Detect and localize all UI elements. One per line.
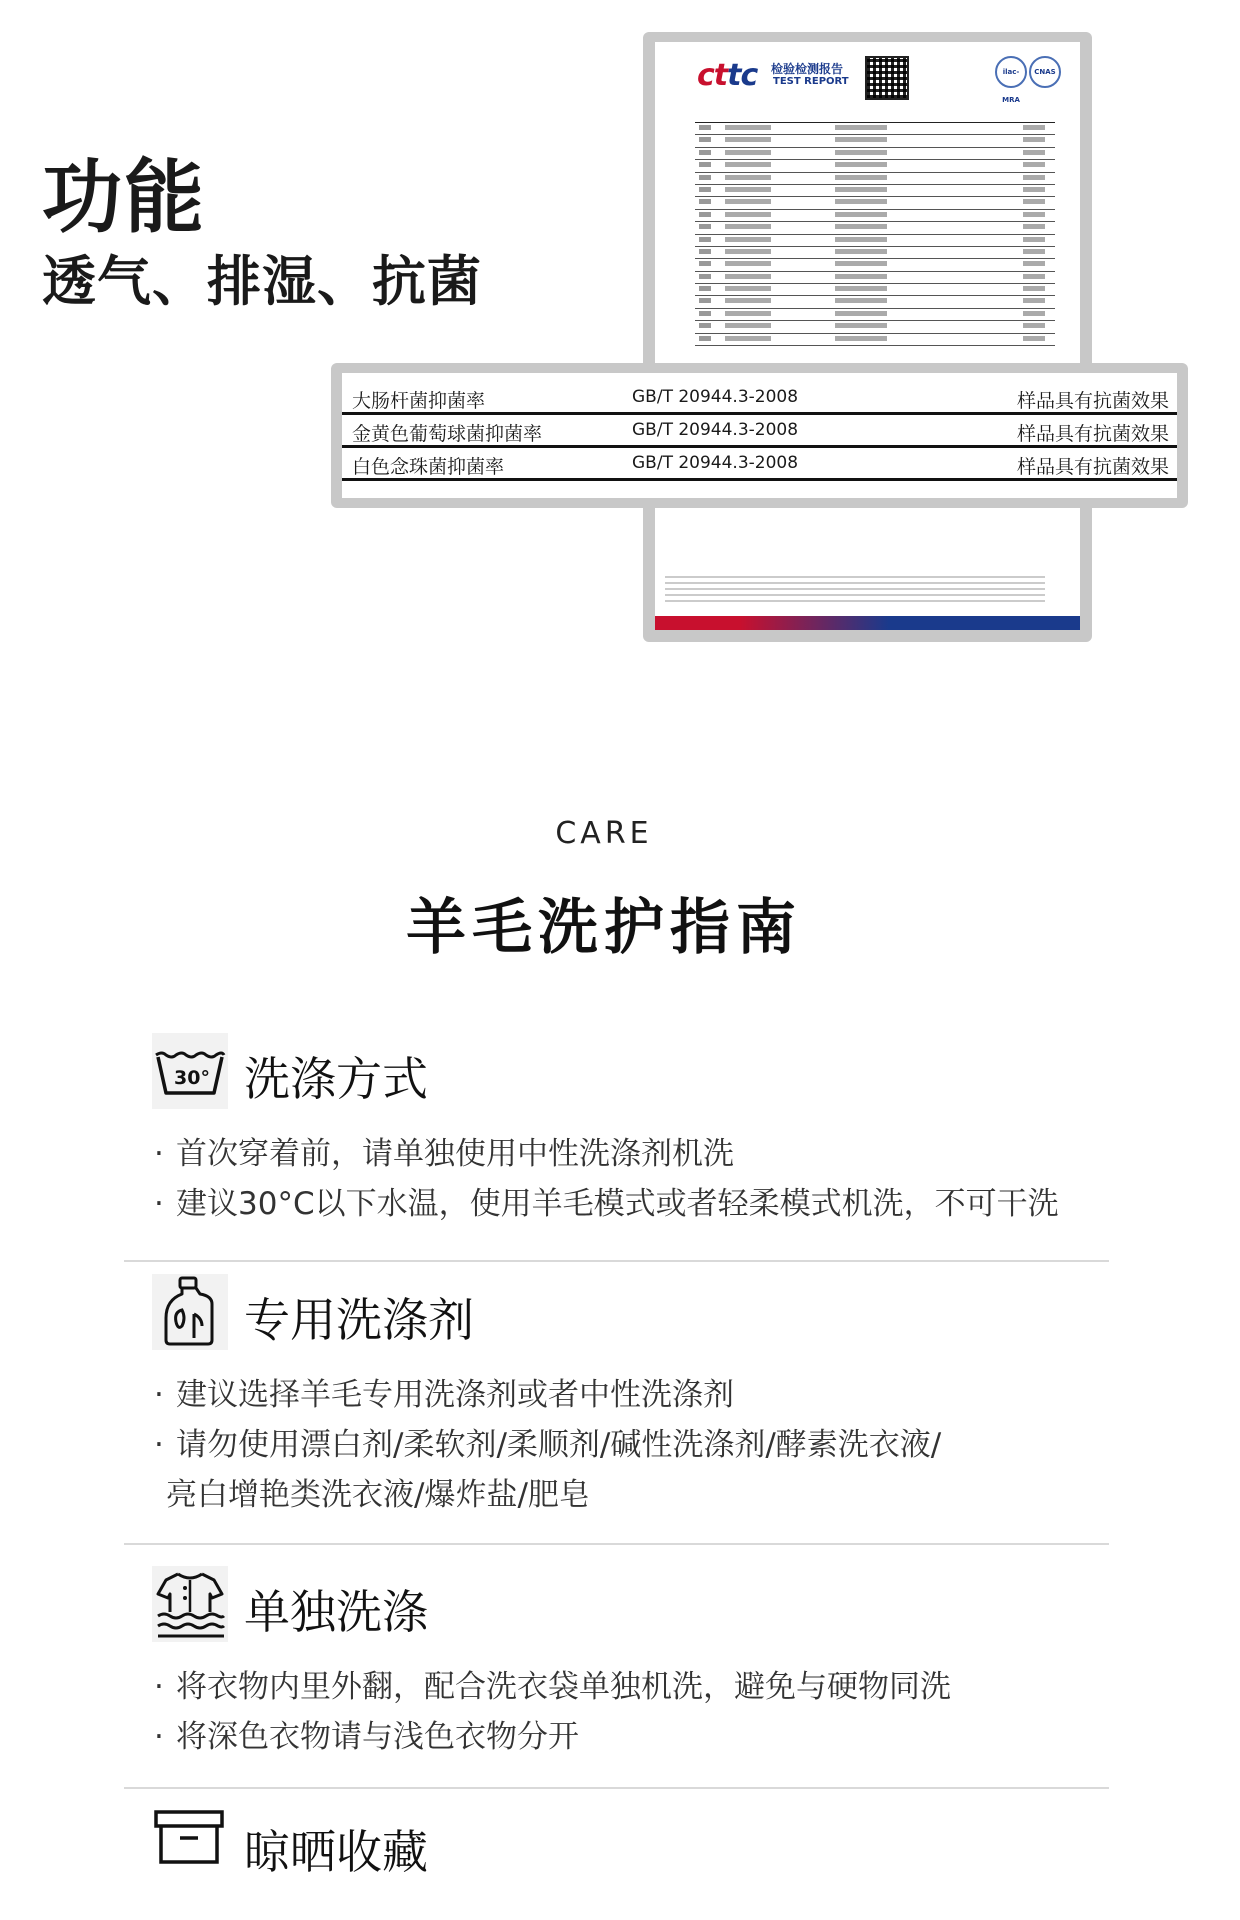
feature-title: 功能 bbox=[42, 151, 206, 244]
zoom-row-item: 金黄色葡萄球菌抑菌率 bbox=[352, 423, 543, 445]
care-list-item: · 将衣物内里外翻，配合洗衣袋单独机洗，避免与硬物同洗 bbox=[154, 1669, 951, 1705]
care-list-item: · 将深色衣物请与浅色衣物分开 bbox=[154, 1719, 579, 1755]
ilac-badge-icon: ilac-MRA bbox=[995, 56, 1027, 88]
report-footer-bar bbox=[655, 616, 1080, 630]
qr-code-icon bbox=[865, 56, 909, 100]
care-section-title: 晾晒收藏 bbox=[244, 1825, 428, 1879]
care-list-item: · 建议30°C以下水温，使用羊毛模式或者轻柔模式机洗，不可干洗 bbox=[154, 1186, 1059, 1222]
care-section-drying-storage bbox=[124, 1806, 1109, 1906]
report-table bbox=[695, 122, 1055, 346]
zoom-callout bbox=[331, 363, 1188, 508]
care-section-detergent bbox=[124, 1274, 1109, 1514]
svg-text:30°: 30° bbox=[174, 1067, 210, 1089]
care-item-text: 建议30°C以下水温，使用羊毛模式或者轻柔模式机洗，不可干洗 bbox=[176, 1186, 1059, 1222]
report-table-row bbox=[695, 185, 1055, 197]
care-section-title: 专用洗涤剂 bbox=[244, 1293, 474, 1347]
zoom-row-item: 白色念珠菌抑菌率 bbox=[352, 456, 505, 478]
detergent-bottle-icon bbox=[152, 1274, 228, 1350]
report-table-row bbox=[695, 210, 1055, 222]
zoom-row bbox=[342, 380, 1177, 415]
report-table-row bbox=[695, 197, 1055, 209]
care-section-separate-wash bbox=[124, 1566, 1109, 1766]
care-heading-cn: 羊毛洗护指南 bbox=[406, 893, 802, 963]
care-heading-en: CARE bbox=[555, 816, 653, 851]
care-section-title: 单独洗涤 bbox=[244, 1585, 428, 1639]
report-table-row bbox=[695, 334, 1055, 346]
report-table-row bbox=[695, 296, 1055, 308]
report-table-row bbox=[695, 309, 1055, 321]
zoom-row-result: 样品具有抗菌效果 bbox=[1016, 423, 1169, 445]
report-table-row bbox=[695, 259, 1055, 271]
report-table-row bbox=[695, 173, 1055, 185]
report-table-row bbox=[695, 284, 1055, 296]
storage-box-icon bbox=[152, 1806, 228, 1882]
report-table-row bbox=[695, 160, 1055, 172]
section-divider bbox=[124, 1260, 1109, 1262]
feature-subtitle: 透气、排湿、抗菌 bbox=[42, 250, 482, 313]
wash-30-icon bbox=[152, 1033, 228, 1109]
care-list-item: · 建议选择羊毛专用洗涤剂或者中性洗涤剂 bbox=[154, 1377, 734, 1413]
care-list-item: · 请勿使用漂白剂/柔软剂/柔顺剂/碱性洗涤剂/酵素洗衣液/ 亮白增艳类洗衣液/爆炸盐/肥皂 bbox=[154, 1420, 941, 1520]
zoom-row bbox=[342, 413, 1177, 448]
report-table-row bbox=[695, 148, 1055, 160]
zoom-row-item: 大肠杆菌抑菌率 bbox=[352, 390, 486, 412]
section-divider bbox=[124, 1787, 1109, 1789]
cnas-badge-icon: CNAS bbox=[1029, 56, 1061, 88]
report-header-en: TEST REPORT bbox=[773, 76, 849, 87]
care-item-text: 将衣物内里外翻，配合洗衣袋单独机洗，避免与硬物同洗 bbox=[176, 1669, 951, 1705]
report-header-cn: 检验检测报告 bbox=[771, 62, 844, 76]
care-list-item: · 首次穿着前，请单独使用中性洗涤剂机洗 bbox=[154, 1136, 734, 1172]
shirt-wash-icon bbox=[152, 1566, 228, 1642]
section-divider bbox=[124, 1543, 1109, 1545]
logo-part-1: ct bbox=[697, 58, 728, 93]
care-item-continuation: 亮白增艳类洗衣液/爆炸盐/肥皂 bbox=[166, 1477, 590, 1513]
zoom-row bbox=[342, 446, 1177, 481]
care-item-text: 将深色衣物请与浅色衣物分开 bbox=[176, 1719, 579, 1755]
zoom-callout-inner bbox=[342, 373, 1177, 498]
care-item-text: 首次穿着前，请单独使用中性洗涤剂机洗 bbox=[176, 1136, 734, 1172]
report-table-row bbox=[695, 235, 1055, 247]
care-section-washing bbox=[124, 1033, 1109, 1233]
report-table-row bbox=[695, 123, 1055, 135]
zoom-row-result: 样品具有抗菌效果 bbox=[1016, 456, 1169, 478]
report-table-row bbox=[695, 272, 1055, 284]
care-list bbox=[154, 1129, 1059, 1229]
report-table-row bbox=[695, 222, 1055, 234]
report-footer-text bbox=[665, 572, 1045, 602]
report-table-row bbox=[695, 135, 1055, 147]
zoom-row-standard: GB/T 20944.3-2008 bbox=[632, 387, 799, 407]
logo-part-2: tc bbox=[727, 58, 758, 93]
zoom-row-result: 样品具有抗菌效果 bbox=[1016, 390, 1169, 412]
care-item-text: 建议选择羊毛专用洗涤剂或者中性洗涤剂 bbox=[176, 1377, 734, 1413]
care-list bbox=[154, 1662, 951, 1762]
cttc-logo bbox=[697, 58, 757, 93]
care-list bbox=[154, 1370, 941, 1520]
report-table-row bbox=[695, 321, 1055, 333]
report-table-row bbox=[695, 247, 1055, 259]
zoom-row-standard: GB/T 20944.3-2008 bbox=[632, 420, 799, 440]
care-section-title: 洗涤方式 bbox=[244, 1052, 428, 1106]
care-item-text: 请勿使用漂白剂/柔软剂/柔顺剂/碱性洗涤剂/酵素洗衣液/ bbox=[176, 1427, 942, 1463]
zoom-row-standard: GB/T 20944.3-2008 bbox=[632, 453, 799, 473]
test-report-sheet bbox=[655, 42, 1080, 630]
test-report-image bbox=[643, 32, 1092, 642]
